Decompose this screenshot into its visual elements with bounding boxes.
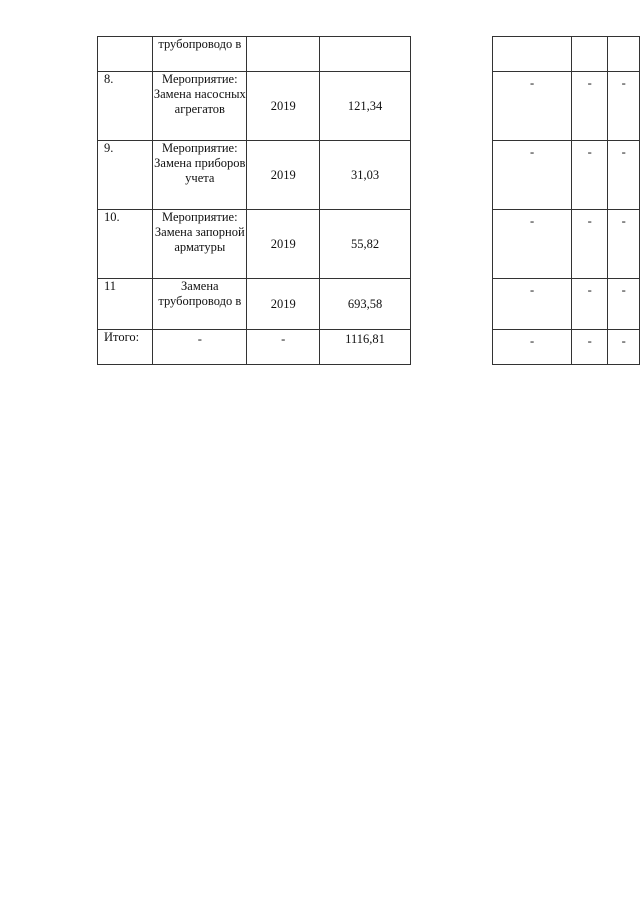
column-gap xyxy=(410,330,492,365)
row-sum: 55,82 xyxy=(320,210,411,279)
total-col-c: - xyxy=(608,330,640,365)
row-year: 2019 xyxy=(247,210,320,279)
total-label: Итого: xyxy=(98,330,153,365)
row-col-c: - xyxy=(608,141,640,210)
row-year: 2019 xyxy=(247,141,320,210)
total-name: - xyxy=(153,330,247,365)
column-gap xyxy=(410,72,492,141)
row-col-c: - xyxy=(608,279,640,330)
total-col-a: - xyxy=(493,330,572,365)
row-name: Замена трубопроводо в xyxy=(153,279,247,330)
row-col-a: - xyxy=(493,141,572,210)
column-gap xyxy=(410,279,492,330)
row-col-c: - xyxy=(608,72,640,141)
row-sum xyxy=(320,37,411,72)
row-number: 9. xyxy=(98,141,153,210)
row-col-a xyxy=(493,37,572,72)
row-number: 11 xyxy=(98,279,153,330)
row-col-a: - xyxy=(493,279,572,330)
total-row xyxy=(98,330,640,365)
table-row xyxy=(98,210,640,279)
row-name: Мероприятие: Замена насосных агрегатов xyxy=(153,72,247,141)
row-name: Мероприятие: Замена запорной арматуры xyxy=(153,210,247,279)
row-sum: 693,58 xyxy=(320,279,411,330)
row-year: 2019 xyxy=(247,279,320,330)
row-year xyxy=(247,37,320,72)
row-number: 10. xyxy=(98,210,153,279)
column-gap xyxy=(410,141,492,210)
row-col-b: - xyxy=(572,210,608,279)
total-year: - xyxy=(247,330,320,365)
row-col-a: - xyxy=(493,210,572,279)
row-sum: 31,03 xyxy=(320,141,411,210)
row-name: трубопроводо в xyxy=(153,37,247,72)
investment-table xyxy=(97,36,640,365)
row-col-a: - xyxy=(493,72,572,141)
total-col-b: - xyxy=(572,330,608,365)
row-col-c: - xyxy=(608,210,640,279)
row-col-b: - xyxy=(572,141,608,210)
row-col-b: - xyxy=(572,279,608,330)
row-col-c xyxy=(608,37,640,72)
column-gap xyxy=(410,210,492,279)
total-sum: 1116,81 xyxy=(320,330,411,365)
row-year: 2019 xyxy=(247,72,320,141)
row-name: Мероприятие: Замена приборов учета xyxy=(153,141,247,210)
table-row xyxy=(98,72,640,141)
row-sum: 121,34 xyxy=(320,72,411,141)
row-col-b: - xyxy=(572,72,608,141)
row-number: 8. xyxy=(98,72,153,141)
table-row xyxy=(98,141,640,210)
row-number xyxy=(98,37,153,72)
row-col-b xyxy=(572,37,608,72)
column-gap xyxy=(410,37,492,72)
table-row xyxy=(98,279,640,330)
table-row xyxy=(98,37,640,72)
